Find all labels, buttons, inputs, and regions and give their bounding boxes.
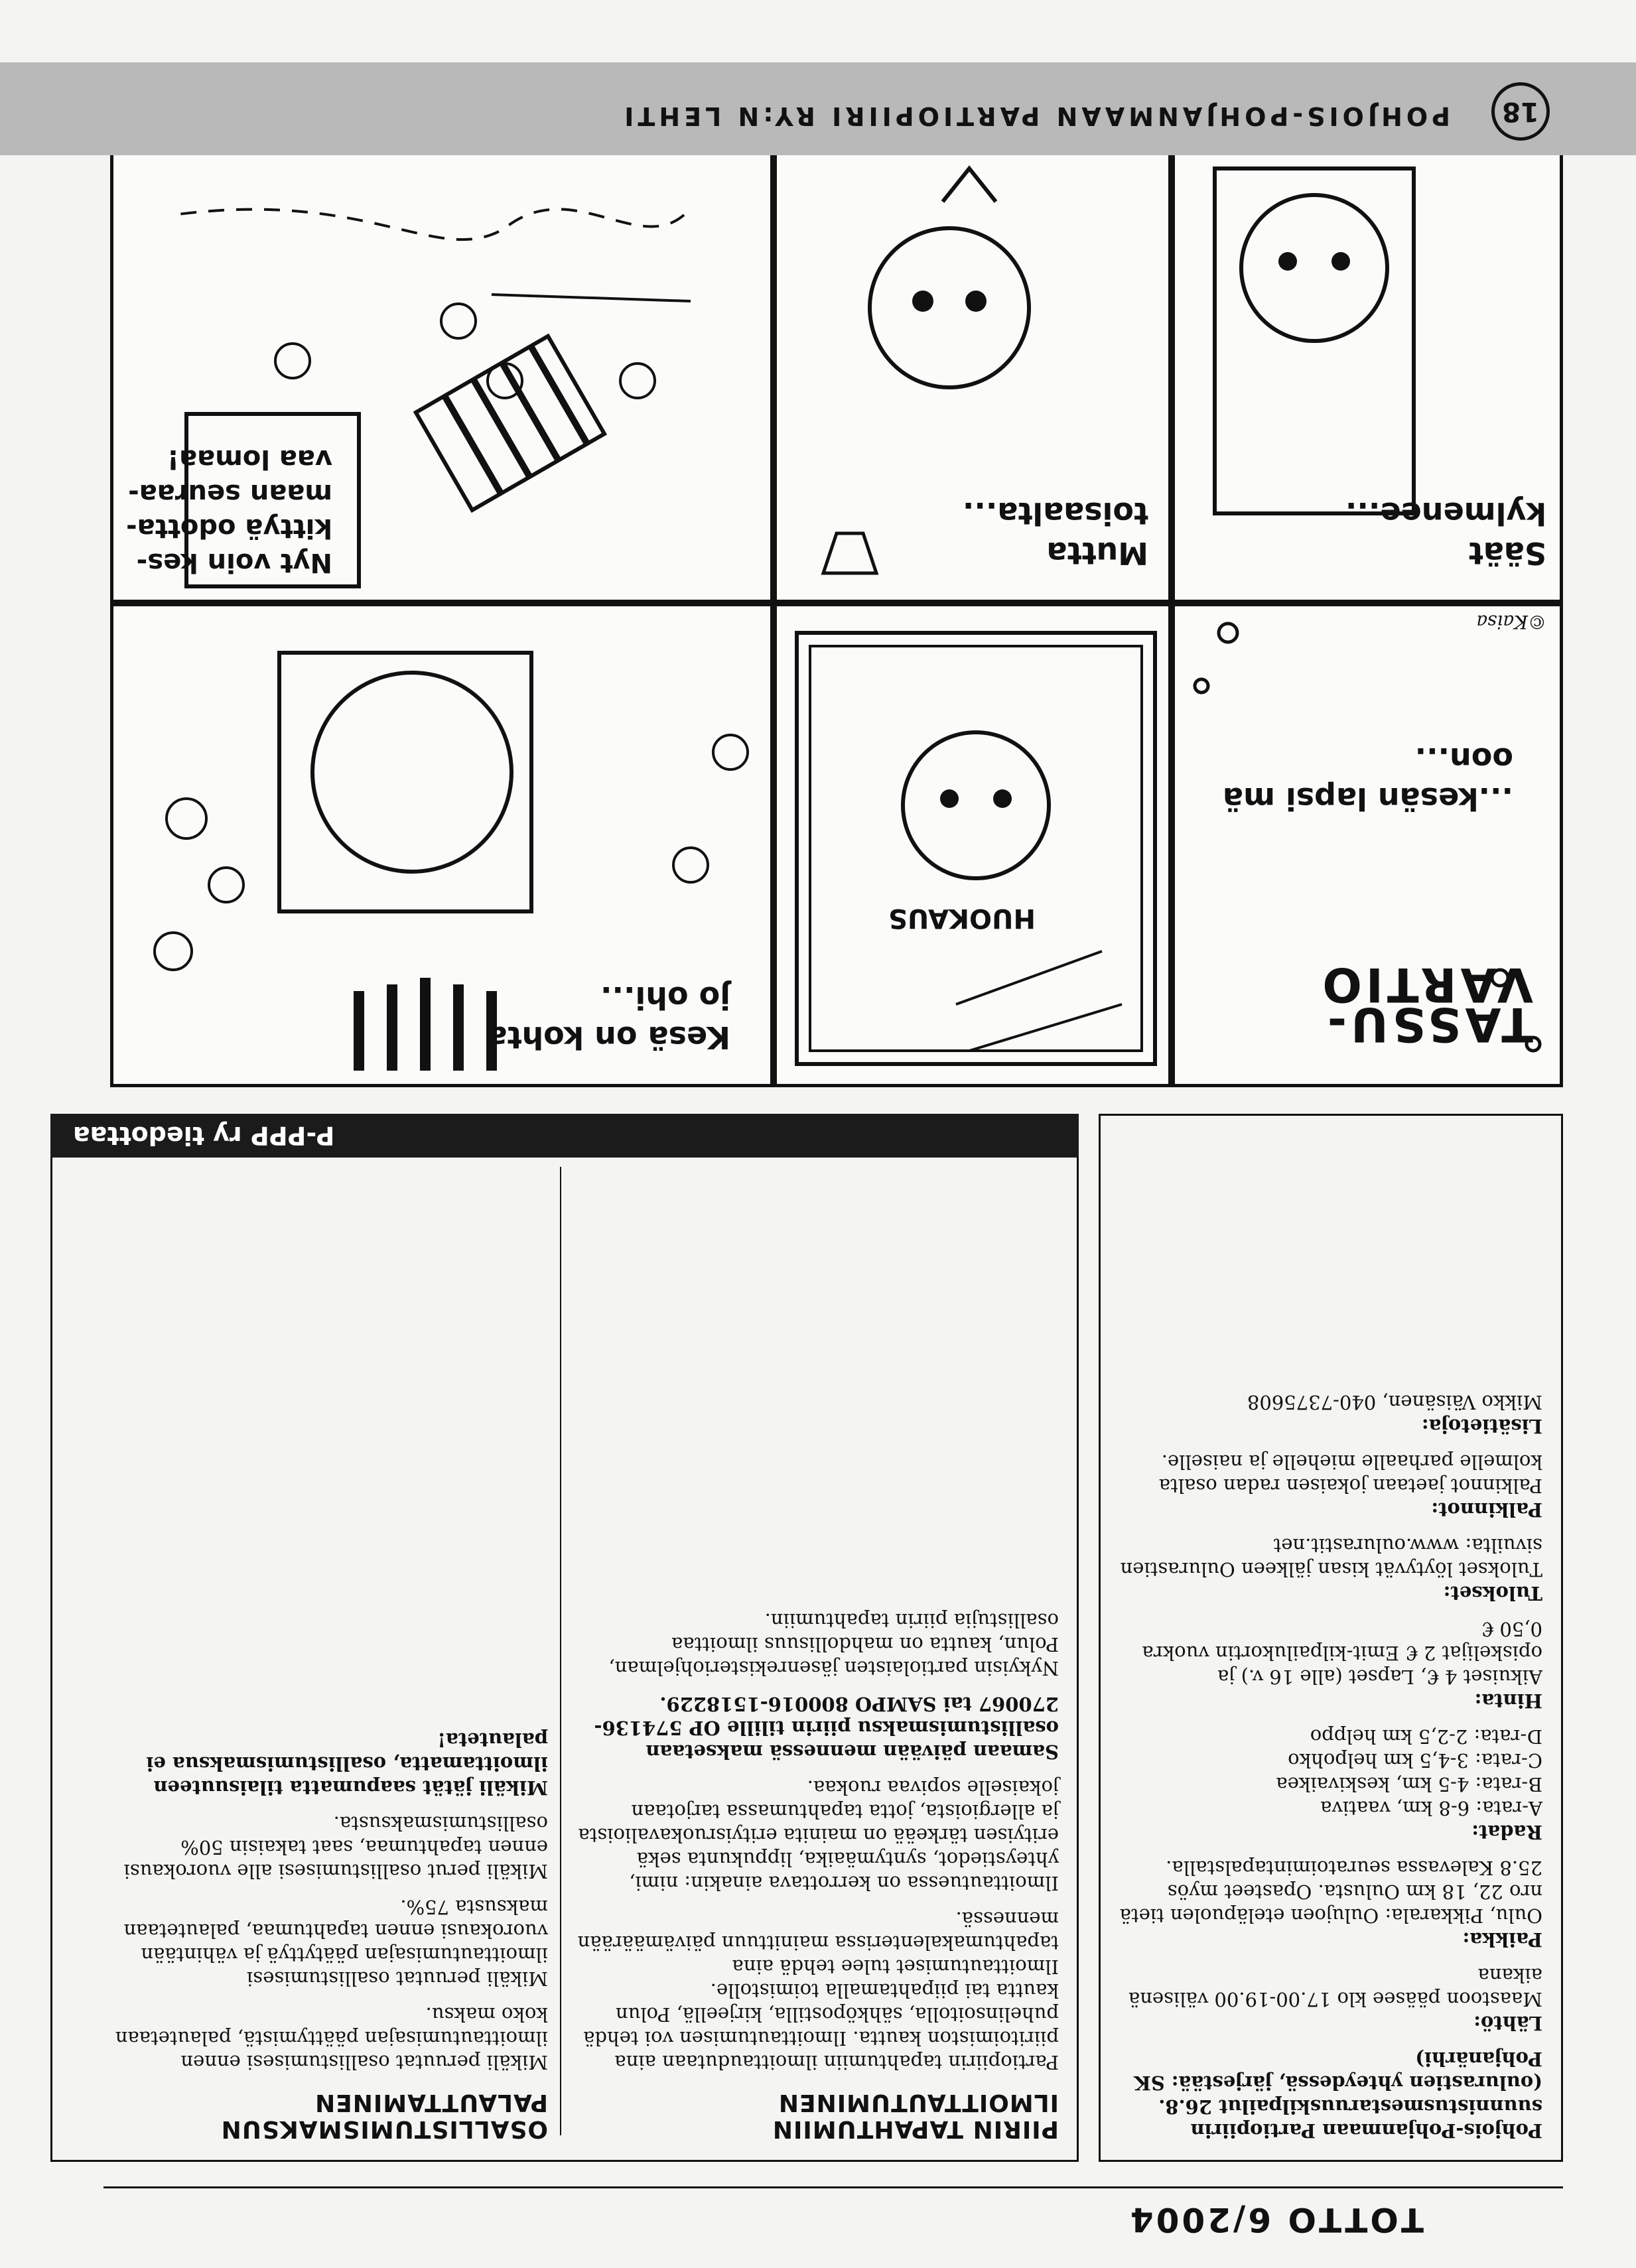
col1-p2: Ilmoittautuessa on kerrottava ainakin: nimi, yhteystiedot, syntymäaika, lippukunta sekä erityisen tärkeää on mainita erityisruokavalioista ja allergioista, jotta tapahtumassa tarjotaan jokaiselle sopivaa ruokaa. [578,1776,1059,1895]
comic-8-title: TASSU-VARTIO [1318,957,1533,1051]
results-label: Tulokset: [1443,1582,1542,1605]
info-label: Lisätietoja: [1421,1415,1542,1437]
page-number: 18 [1491,82,1550,141]
comic-8-text: ...kesän lapsi mä oon... [1222,741,1513,817]
price-text: Aikuiset 4 €, Lapset (alle 16 v.) ja opiskelijat 2 € Emit-kilpailukortin vuokra 0,50 € [1142,1618,1542,1688]
col2-p2: Mikäli peruutat osallistumisesi ilmoittautumisajan päätyttyä ja vähintään vuorokausi ennen tapahtumaa, palautetaan maksusta 75%. [123,1896,548,1990]
magazine-name: TOTTO [1285,2200,1424,2239]
header-rule [103,2186,1563,2188]
col2-p4: Mikäli jätät saapumatta tilaisuuteen ilmoittamatta, osallistumismaksua ei palauteta! [146,1729,548,1799]
start-text: Maastoon pääsee klo 17.00-19.00 välisenä aikana [1128,1964,1542,2011]
event-box [1099,1114,1563,2162]
info-text: Mikko Väisänen, 040-7375608 [1247,1391,1542,1414]
col2-p3: Mikäli perut osallistumisesi alle vuorokausi ennen tapahtumaa, saat takaisin 50% osallistumismaksusta. [123,1812,548,1883]
col1-p3: Samaan päivään mennessä maksetaan osallistumismaksu piirin tilille OP 574136-270067 tai SAMPO 800016-1518229. [594,1693,1059,1763]
comic-4-text: Säät kylmenee... [1345,496,1546,571]
comic-panel-4 [1172,152,1563,603]
col2-p1: Mikäli peruutat osallistumisesi ennen ilmoittautumisajan päättymistä, palautetaan koko maksu. [115,2003,548,2074]
start-label: Lähtö: [1473,2012,1542,2035]
comic-6-text: Kesä on kohta jo ohi... [486,980,730,1055]
comic-panel-5 [774,152,1172,603]
col2-title: OSALLISTUMISMAKSUN PALAUTTAMINEN [220,2089,548,2143]
course-a: A-rata: 6-8 km, vaativa [1320,1797,1542,1820]
notice-col-1 [575,1173,1059,2142]
courses-label: Radat: [1471,1821,1542,1843]
course-b: B-rata: 4-5 km, keskivaikea [1276,1773,1542,1796]
comic-panel-6 [110,603,774,1087]
comic-3-text: Nyt voin kes- kittyä odotta- maan seuraa- vaa lomaa! [126,444,332,578]
col1-p1: Partiopiirin tapahtumiin ilmoittaudutaan aina piiritoimiston kautta. Ilmoittautumisen voi tehdä puhelinsoitolla, sähköpostilla, kirjeellä, Polun kautta tai piipahtamalla toimistolle. Ilmoittautumiset tulee tehdä aina tapahtumakalenterissa mainittuun päivämäärään mennessä. [577,1908,1059,2074]
notice-col-2 [70,1173,548,2142]
price-label: Hinta: [1474,1690,1542,1712]
col1-title: PIIRIN TAPAHTUMIIN ILMOITTAUTUMINEN [772,2089,1059,2143]
comic-8-credit: ©Kaisa [1476,611,1546,633]
issue-number: 6/2004 [1127,2200,1272,2239]
event-title: Pohjois-Pohjanmaan Partiopiirin suunnistusmestaruuskilpailut 26.8. (oulurastien yhteydessä, järjestää: SK Pohjanärhi) [1134,2048,1542,2142]
prizes-label: Palkinnot: [1431,1499,1542,1521]
place-label: Paikka: [1462,1928,1542,1951]
comic-5-text: Mutta toisaalta... [962,496,1148,571]
place-text: Oulu, Pikkarala: Oulujoen eteläpuolen tietä nro 22, 18 km Oulusta. Opasteet myös 25.8 Kalevassa seuratoimintapalstalla. [1119,1857,1542,1927]
notice-banner-text: P-PPP ry tiedottaa [73,1121,335,1150]
prizes-text: Palkinnot jaetaan jokaisen radan osalta kolmelle parhaalle miehelle ja naiselle. [1158,1451,1542,1497]
notice-divider [560,1167,561,2135]
notice-banner [50,1114,1079,1158]
comic-7-drawing [777,606,1168,1084]
comic-panel-7 [774,603,1172,1087]
results-text: Tulokset löytyvät kisan jälkeen Oulurastien sivuilta: www.oulurastit.net [1120,1534,1542,1581]
course-c: C-rata: 3-4,5 km helpohko [1288,1749,1542,1772]
issue-line [1128,2200,1424,2239]
course-d: D-rata: 2-2,5 km helppo [1310,1725,1542,1748]
col1-p4: Nykyisin partiolaisten jäsenrekisteriohjelman, Polun, kautta on mahdollisuus ilmoittaa osallistujia piirin tapahtumiin. [608,1609,1059,1680]
comic-panel-3 [110,152,774,603]
comic-7-text: HUOKAUS [888,903,1036,933]
publication-line: POHJOIS-POHJANMAAN PARTIOPIIRI RY:N LEHTI [620,101,1450,131]
comic-panel-8 [1172,603,1563,1087]
